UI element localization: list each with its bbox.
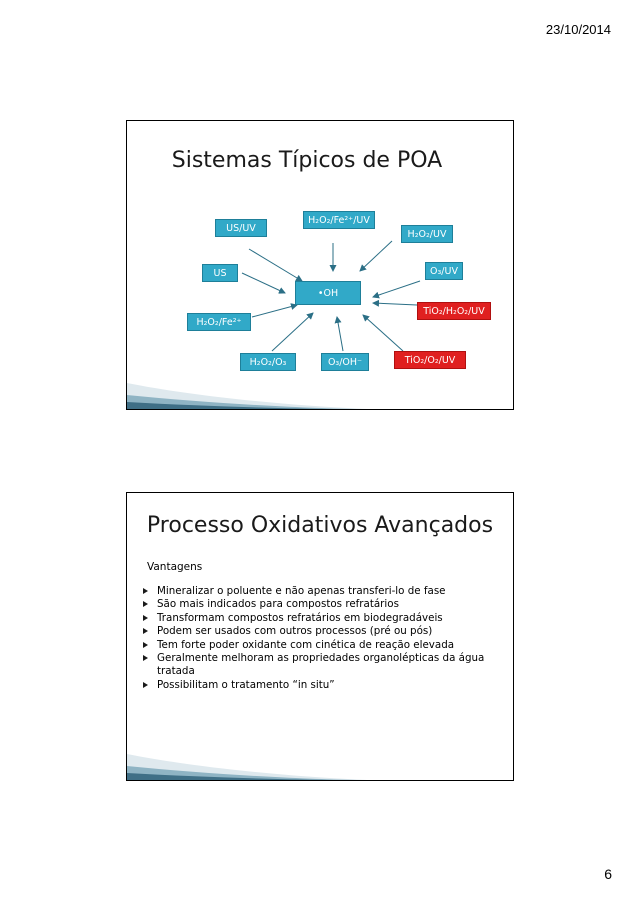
document-date: 23/10/2014 xyxy=(545,22,611,37)
list-item: Podem ser usados com outros processos (pré ou pós) xyxy=(143,625,503,638)
slide-processo-oxidativos xyxy=(126,492,514,781)
list-item: São mais indicados para compostos refratários xyxy=(143,598,503,611)
bullet-arrow-icon xyxy=(143,655,148,661)
list-item: Possibilitam o tratamento “in situ” xyxy=(143,679,503,692)
arrow-h2o2-fe xyxy=(252,305,297,317)
page-number: 6 xyxy=(604,866,612,882)
advantages-list xyxy=(143,585,503,692)
node-tio2-o2-uv: TiO₂/O₂/UV xyxy=(394,351,466,369)
bullet-arrow-icon xyxy=(143,588,148,594)
list-item: Geralmente melhoram as propriedades organolépticas da água tratada xyxy=(143,652,503,679)
node-tio2-h2o2-uv: TiO₂/H₂O₂/UV xyxy=(417,302,491,320)
list-item: Transformam compostos refratários em biodegradáveis xyxy=(143,612,503,625)
arrow-h2o2-uv xyxy=(360,241,392,271)
bullet-arrow-icon xyxy=(143,615,148,621)
arrow-o3-uv xyxy=(373,281,420,297)
slide-sistemas-tipicos xyxy=(126,120,514,410)
node-h2o2-fe: H₂O₂/Fe²⁺ xyxy=(187,313,251,331)
bullet-arrow-icon xyxy=(143,642,148,648)
bullet-arrow-icon xyxy=(143,601,148,607)
list-item: Tem forte poder oxidante com cinética de reação elevada xyxy=(143,639,503,652)
node-center-oh: •OH xyxy=(295,281,361,305)
arrow-us-uv xyxy=(249,249,302,281)
arrow-tio2-h2o2-uv xyxy=(373,303,417,305)
list-item: Mineralizar o poluente e não apenas transferi-lo de fase xyxy=(143,585,503,598)
node-o3-oh: O₃/OH⁻ xyxy=(321,353,369,371)
node-h2o2-fe-uv: H₂O₂/Fe²⁺/UV xyxy=(303,211,375,229)
slide-title: Processo Oxidativos Avançados xyxy=(146,513,494,538)
node-us-uv: US/UV xyxy=(215,219,267,237)
slide-corner-decoration xyxy=(127,746,513,780)
arrow-h2o2-o3 xyxy=(272,313,313,351)
bullet-arrow-icon xyxy=(143,682,148,688)
slide-corner-decoration xyxy=(127,375,513,409)
slide-title: Sistemas Típicos de POA xyxy=(171,148,443,173)
bullet-arrow-icon xyxy=(143,628,148,634)
arrow-tio2-o2-uv xyxy=(363,315,403,351)
section-heading: Vantagens xyxy=(147,561,203,573)
node-us: US xyxy=(202,264,238,282)
node-h2o2-o3: H₂O₂/O₃ xyxy=(240,353,296,371)
node-h2o2-uv: H₂O₂/UV xyxy=(401,225,453,243)
node-o3-uv: O₃/UV xyxy=(425,262,463,280)
arrow-us xyxy=(242,273,285,293)
arrow-o3-oh xyxy=(337,317,343,351)
